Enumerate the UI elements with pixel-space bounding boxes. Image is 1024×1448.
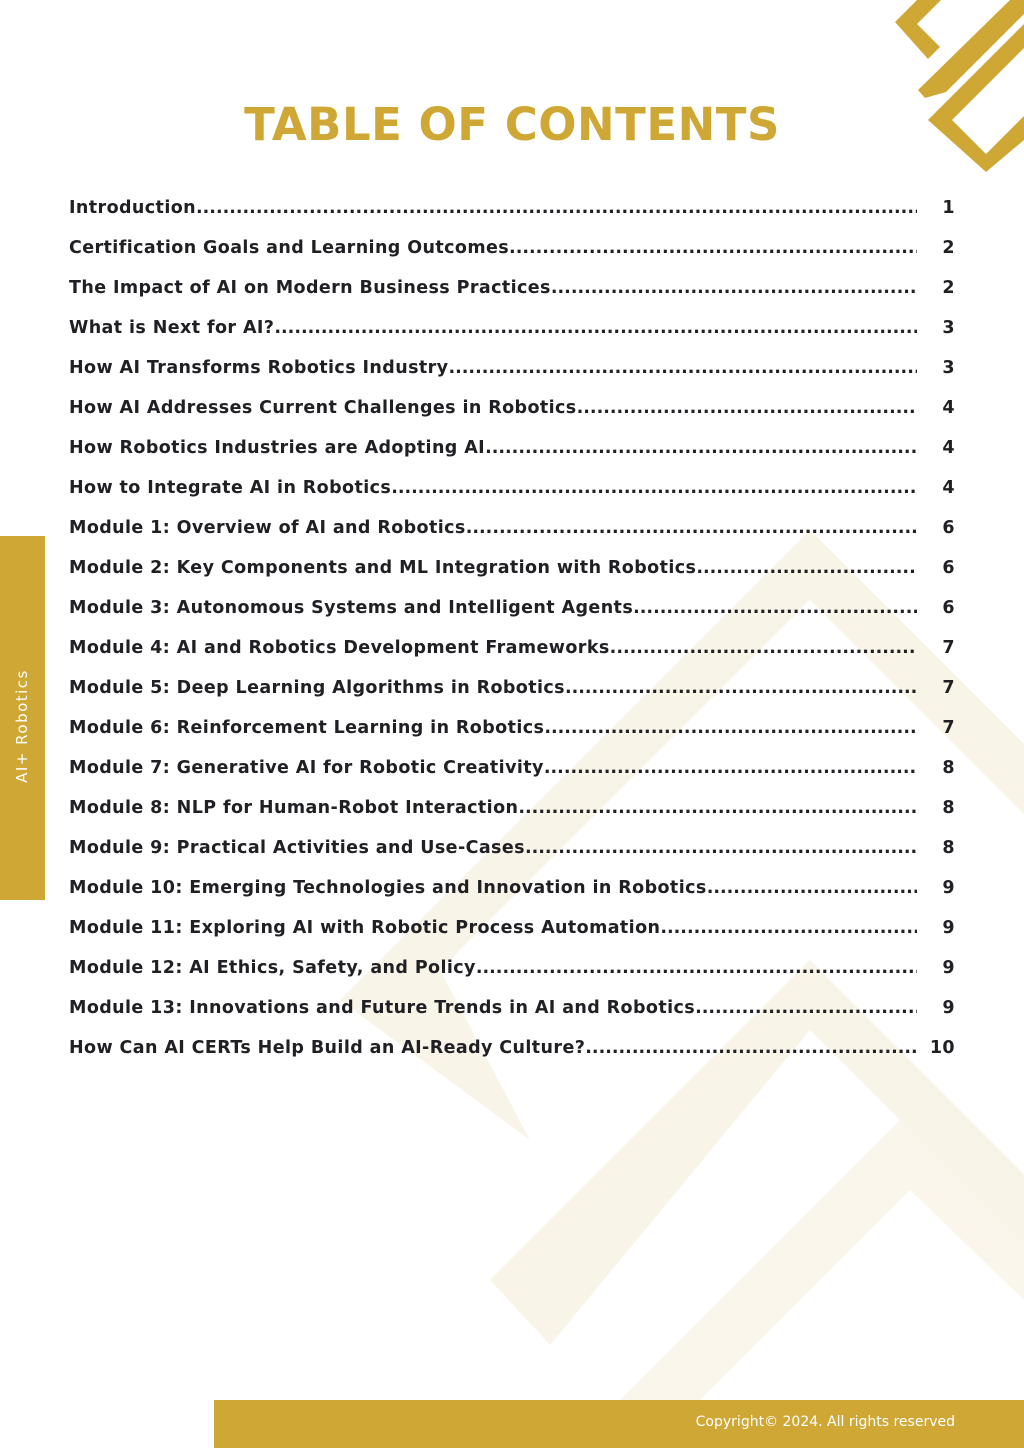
toc-dot-leader (525, 828, 917, 868)
toc-entry-page-number: 9 (942, 918, 955, 938)
toc-entry[interactable] (69, 788, 955, 828)
toc-entry-page-number: 7 (942, 678, 955, 698)
toc-entry-page-number: 1 (942, 198, 955, 218)
page-title: TABLE OF CONTENTS (244, 98, 780, 151)
toc-entry-label: How Can AI CERTs Help Build an AI-Ready Culture? (69, 1038, 586, 1058)
toc-entry-page-number: 9 (942, 878, 955, 898)
toc-entry-label: Module 3: Autonomous Systems and Intelligent Agents (69, 598, 634, 618)
toc-entry[interactable] (69, 868, 955, 908)
toc-entry-page-number: 3 (942, 358, 955, 378)
toc-dot-leader (696, 548, 917, 588)
toc-entry-page-number: 7 (942, 638, 955, 658)
toc-entry[interactable] (69, 908, 955, 948)
toc-entry[interactable] (69, 348, 955, 388)
toc-entry-label: How Robotics Industries are Adopting AI (69, 438, 486, 458)
toc-entry[interactable] (69, 948, 955, 988)
toc-entry-label: How AI Transforms Robotics Industry (69, 358, 449, 378)
toc-dot-leader (707, 868, 917, 908)
toc-entry-page-number: 8 (942, 838, 955, 858)
toc-dot-leader (509, 228, 917, 268)
toc-dot-leader (274, 308, 917, 348)
toc-entry-page-number: 7 (942, 718, 955, 738)
toc-entry-page-number: 6 (942, 518, 955, 538)
toc-entry[interactable] (69, 508, 955, 548)
toc-dot-leader (695, 988, 917, 1028)
toc-entry-page-number: 9 (942, 958, 955, 978)
toc-entry-page-number: 6 (942, 558, 955, 578)
toc-entry-label: Module 2: Key Components and ML Integration with Robotics (69, 558, 697, 578)
toc-entry[interactable] (69, 828, 955, 868)
toc-entry-label: Module 12: AI Ethics, Safety, and Policy (69, 958, 476, 978)
toc-entry[interactable] (69, 428, 955, 468)
toc-dot-leader (448, 348, 917, 388)
toc-dot-leader (610, 628, 917, 668)
toc-entry-label: The Impact of AI on Modern Business Practices (69, 278, 551, 298)
toc-dot-leader (476, 948, 917, 988)
toc-entry[interactable] (69, 748, 955, 788)
toc-dot-leader (485, 428, 917, 468)
toc-entry[interactable] (69, 228, 955, 268)
toc-entry-page-number: 8 (942, 798, 955, 818)
toc-entry-page-number: 10 (929, 1038, 955, 1058)
toc-entry[interactable] (69, 268, 955, 308)
toc-entry-label: Module 9: Practical Activities and Use-Cases (69, 838, 525, 858)
toc-entry-page-number: 4 (942, 438, 955, 458)
toc-dot-leader (544, 708, 917, 748)
toc-entry[interactable] (69, 588, 955, 628)
toc-entry-page-number: 2 (942, 238, 955, 258)
toc-entry-label: Module 4: AI and Robotics Development Frameworks (69, 638, 610, 658)
toc-entry-page-number: 4 (942, 398, 955, 418)
toc-entry-label: Module 8: NLP for Human-Robot Interaction (69, 798, 519, 818)
toc-entry-label: Module 7: Generative AI for Robotic Creativity (69, 758, 544, 778)
toc-dot-leader (551, 268, 917, 308)
toc-entry-label: Module 13: Innovations and Future Trends in AI and Robotics (69, 998, 696, 1018)
toc-dot-leader (391, 468, 917, 508)
copyright-text: Copyright© 2024. All rights reserved (695, 1414, 955, 1430)
toc-entry-label: Module 6: Reinforcement Learning in Robotics (69, 718, 545, 738)
toc-entry-page-number: 3 (942, 318, 955, 338)
toc-dot-leader (577, 388, 917, 428)
toc-entry[interactable] (69, 308, 955, 348)
toc-entry-label: How to Integrate AI in Robotics (69, 478, 392, 498)
toc-entry-label: Module 10: Emerging Technologies and Innovation in Robotics (69, 878, 707, 898)
toc-entry-page-number: 8 (942, 758, 955, 778)
toc-dot-leader (196, 188, 917, 228)
toc-entry[interactable] (69, 1028, 955, 1068)
toc-dot-leader (565, 668, 917, 708)
toc-entry[interactable] (69, 188, 955, 228)
toc-dot-leader (585, 1028, 917, 1068)
toc-entry-page-number: 6 (942, 598, 955, 618)
toc-entry[interactable] (69, 548, 955, 588)
toc-dot-leader (518, 788, 917, 828)
toc-entry-label: Certification Goals and Learning Outcomes (69, 238, 510, 258)
toc-entry[interactable] (69, 388, 955, 428)
toc-entry-label: Module 5: Deep Learning Algorithms in Robotics (69, 678, 565, 698)
toc-entry-label: How AI Addresses Current Challenges in Robotics (69, 398, 577, 418)
toc-entry[interactable] (69, 988, 955, 1028)
table-of-contents (69, 188, 955, 1068)
toc-entry[interactable] (69, 708, 955, 748)
toc-entry-page-number: 2 (942, 278, 955, 298)
toc-dot-leader (660, 908, 917, 948)
toc-entry[interactable] (69, 668, 955, 708)
toc-entry-label: Introduction (69, 198, 196, 218)
toc-entry[interactable] (69, 468, 955, 508)
toc-dot-leader (633, 588, 917, 628)
toc-entry-page-number: 9 (942, 998, 955, 1018)
toc-dot-leader (466, 508, 917, 548)
toc-entry-label: What is Next for AI? (69, 318, 275, 338)
toc-entry-label: Module 1: Overview of AI and Robotics (69, 518, 466, 538)
toc-entry-label: Module 11: Exploring AI with Robotic Process Automation (69, 918, 661, 938)
toc-dot-leader (544, 748, 917, 788)
toc-entry-page-number: 4 (942, 478, 955, 498)
toc-entry[interactable] (69, 628, 955, 668)
side-tab-label: AI+ Robotics (13, 669, 31, 783)
